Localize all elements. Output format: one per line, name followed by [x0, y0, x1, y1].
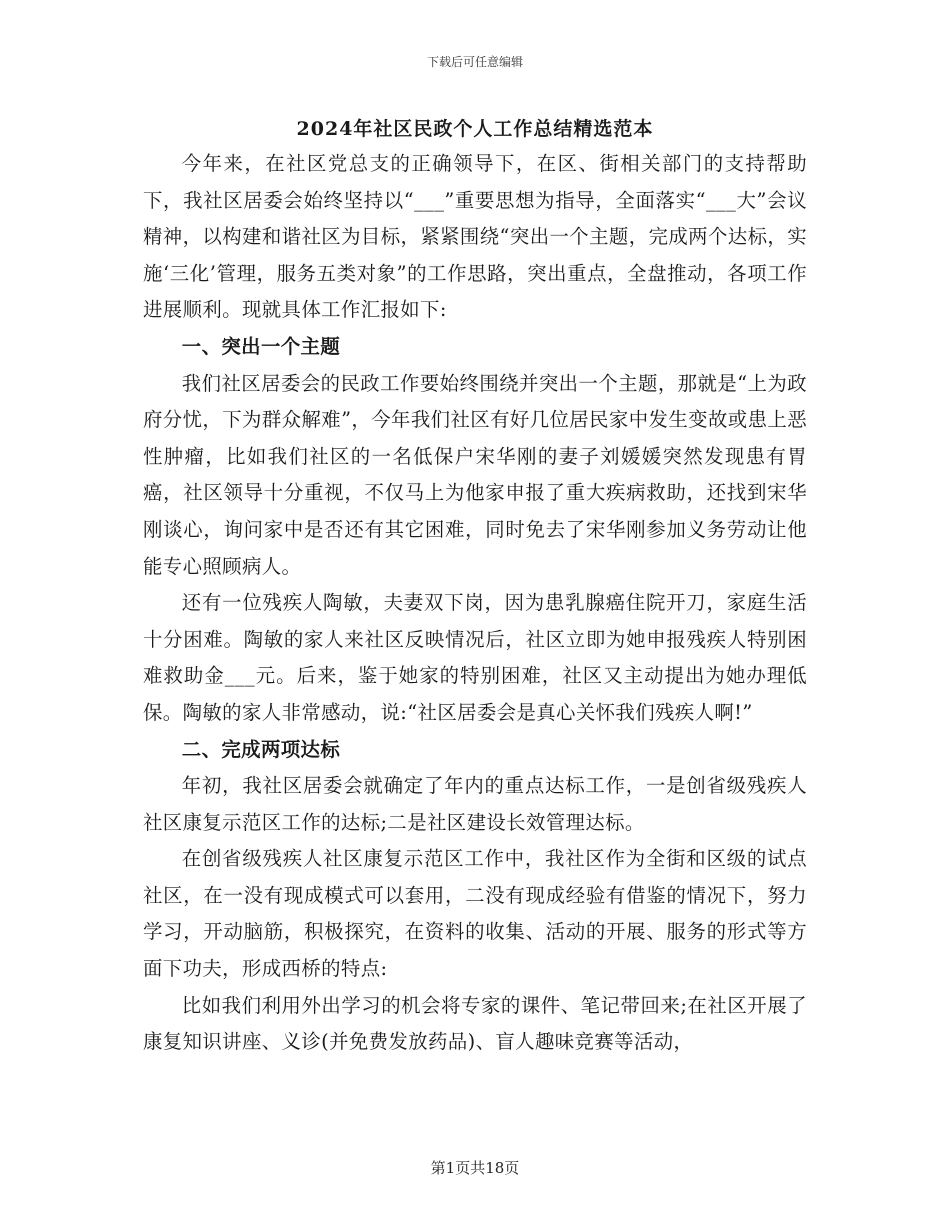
section-heading: 一、突出一个主题 [181, 334, 341, 358]
document-title: 2024年社区民政个人工作总结精选范本 [296, 118, 654, 140]
paragraph: 比如我们利用外出学习的机会将专家的课件、笔记带回来;在社区开展了康复知识讲座、义诊(并免费发放药品)、盲人趣味竞赛等活动， [143, 993, 807, 1054]
paragraph: 在创省级残疾人社区康复示范区工作中，我社区作为全街和区级的试点社区，在一没有现成模式可以套用，二没有现成经验有借鉴的情况下，努力学习，开动脑筋，积极探究，在资料的收集、活动的开展、服务的形式等方面下功夫，形成西桥的特点: [143, 847, 807, 981]
section-heading: 二、完成两项达标 [181, 737, 341, 761]
paragraph: 我们社区居委会的民政工作要始终围绕并突出一个主题，那就是“上为政府分忧，下为群众解难”，今年我们社区有好几位居民家中发生变故或患上恶性肿瘤，比如我们社区的一名低保户宋华刚的妻子刘媛媛突然发现患有胃癌，社区领导十分重视，不仅马上为他家申报了重大疾病救助，还找到宋华刚谈心，询问家中是否还有其它困难，同时免去了宋华刚参加义务劳动让他能专心照顾病人。 [143, 371, 807, 578]
paragraph: 年初，我社区居委会就确定了年内的重点达标工作，一是创省级残疾人社区康复示范区工作的达标;二是社区建设长效管理达标。 [143, 774, 807, 834]
paragraph: 还有一位残疾人陶敏，夫妻双下岗，因为患乳腺癌住院开刀，家庭生活十分困难。陶敏的家人来社区反映情况后，社区立即为她申报残疾人特别困难救助金___元。后来，鉴于她家的特别困难，社区又主动提出为她办理低保。陶敏的家人非常感动，说:“社区居委会是真心关怀我们残疾人啊!” [143, 591, 807, 724]
paragraph: 今年来，在社区党总支的正确领导下，在区、街相关部门的支持帮助下，我社区居委会始终坚持以“___”重要思想为指导，全面落实“___大”会议精神，以构建和谐社区为目标，紧紧围绕“突出一个主题，完成两个达标，实施‘三化’管理，服务五类对象”的工作思路，突出重点，全盘推动，各项工作进展顺利。现就具体工作汇报如下: [143, 152, 807, 322]
document-body [143, 146, 807, 1061]
page-header-note: 下载后可任意编辑 [426, 55, 523, 69]
page-number: 第1页共18页 [430, 1159, 520, 1177]
